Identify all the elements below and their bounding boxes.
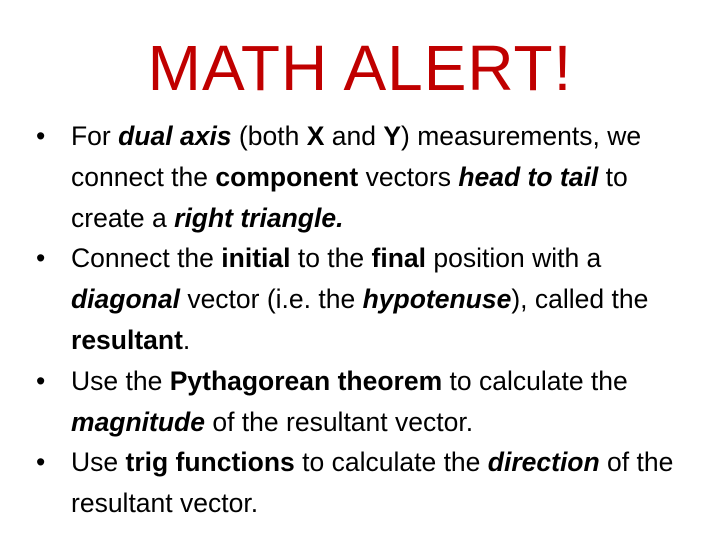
- bullet-text-segment: Use: [71, 447, 126, 478]
- bullet-text-segment: Pythagorean theorem: [169, 365, 443, 396]
- bullet-text-segment: head to tail: [458, 161, 599, 192]
- bullet-text-segment: Use the: [71, 365, 170, 396]
- bullet-list: [36, 116, 708, 524]
- bullet-dot-icon: •: [36, 365, 46, 396]
- bullet-item: [36, 116, 708, 238]
- bullet-text-segment: to calculate the: [442, 365, 628, 396]
- bullet-text-segment: X: [306, 121, 325, 151]
- bullet-text-segment: For: [71, 121, 119, 151]
- bullet-text-segment: resultant: [71, 324, 183, 355]
- bullet-text-segment: hypotenuse: [362, 284, 512, 315]
- bullet-text-segment: trig functions: [125, 447, 295, 478]
- bullet-dot-icon: •: [36, 121, 46, 151]
- bullet-text-segment: to create a: [71, 161, 628, 233]
- bullet-text-segment: component: [215, 161, 359, 192]
- bullet-dot-icon: •: [36, 447, 46, 478]
- bullet-item: [36, 361, 708, 443]
- bullet-text-segment: ), called the: [511, 284, 649, 315]
- bullet-text-segment: to the: [290, 243, 372, 274]
- bullet-text-segment: and: [324, 121, 384, 151]
- bullet-text-segment: (both: [231, 121, 307, 151]
- bullet-text-segment: magnitude: [71, 406, 205, 437]
- bullet-text-segment: vectors: [358, 161, 459, 192]
- slide-title: MATH ALERT!: [147, 32, 573, 104]
- bullet-text-segment: position with a: [426, 243, 602, 274]
- bullet-text-segment: dual axis: [118, 121, 232, 151]
- bullet-text-segment: Y: [383, 121, 402, 151]
- bullet-text-segment: to calculate the: [294, 447, 488, 478]
- bullet-dot-icon: •: [36, 243, 46, 274]
- bullet-text-segment: diagonal: [71, 284, 180, 315]
- bullet-text-segment: right triangle.: [174, 202, 344, 233]
- bullet-text-segment: of the resultant vector.: [204, 406, 474, 437]
- bullet-item: [36, 238, 708, 360]
- bullet-text-segment: direction: [487, 447, 600, 478]
- bullet-text-segment: ) measurements, we connect the: [71, 121, 642, 192]
- bullet-item: [36, 442, 708, 524]
- bullet-text-segment: initial: [221, 243, 291, 274]
- bullet-text-segment: Connect the: [71, 243, 222, 274]
- bullet-text-segment: of the resultant vector.: [71, 447, 674, 519]
- bullet-text-segment: .: [182, 324, 191, 355]
- bullet-text-segment: final: [371, 243, 426, 274]
- bullet-text-segment: vector (i.e. the: [179, 284, 363, 315]
